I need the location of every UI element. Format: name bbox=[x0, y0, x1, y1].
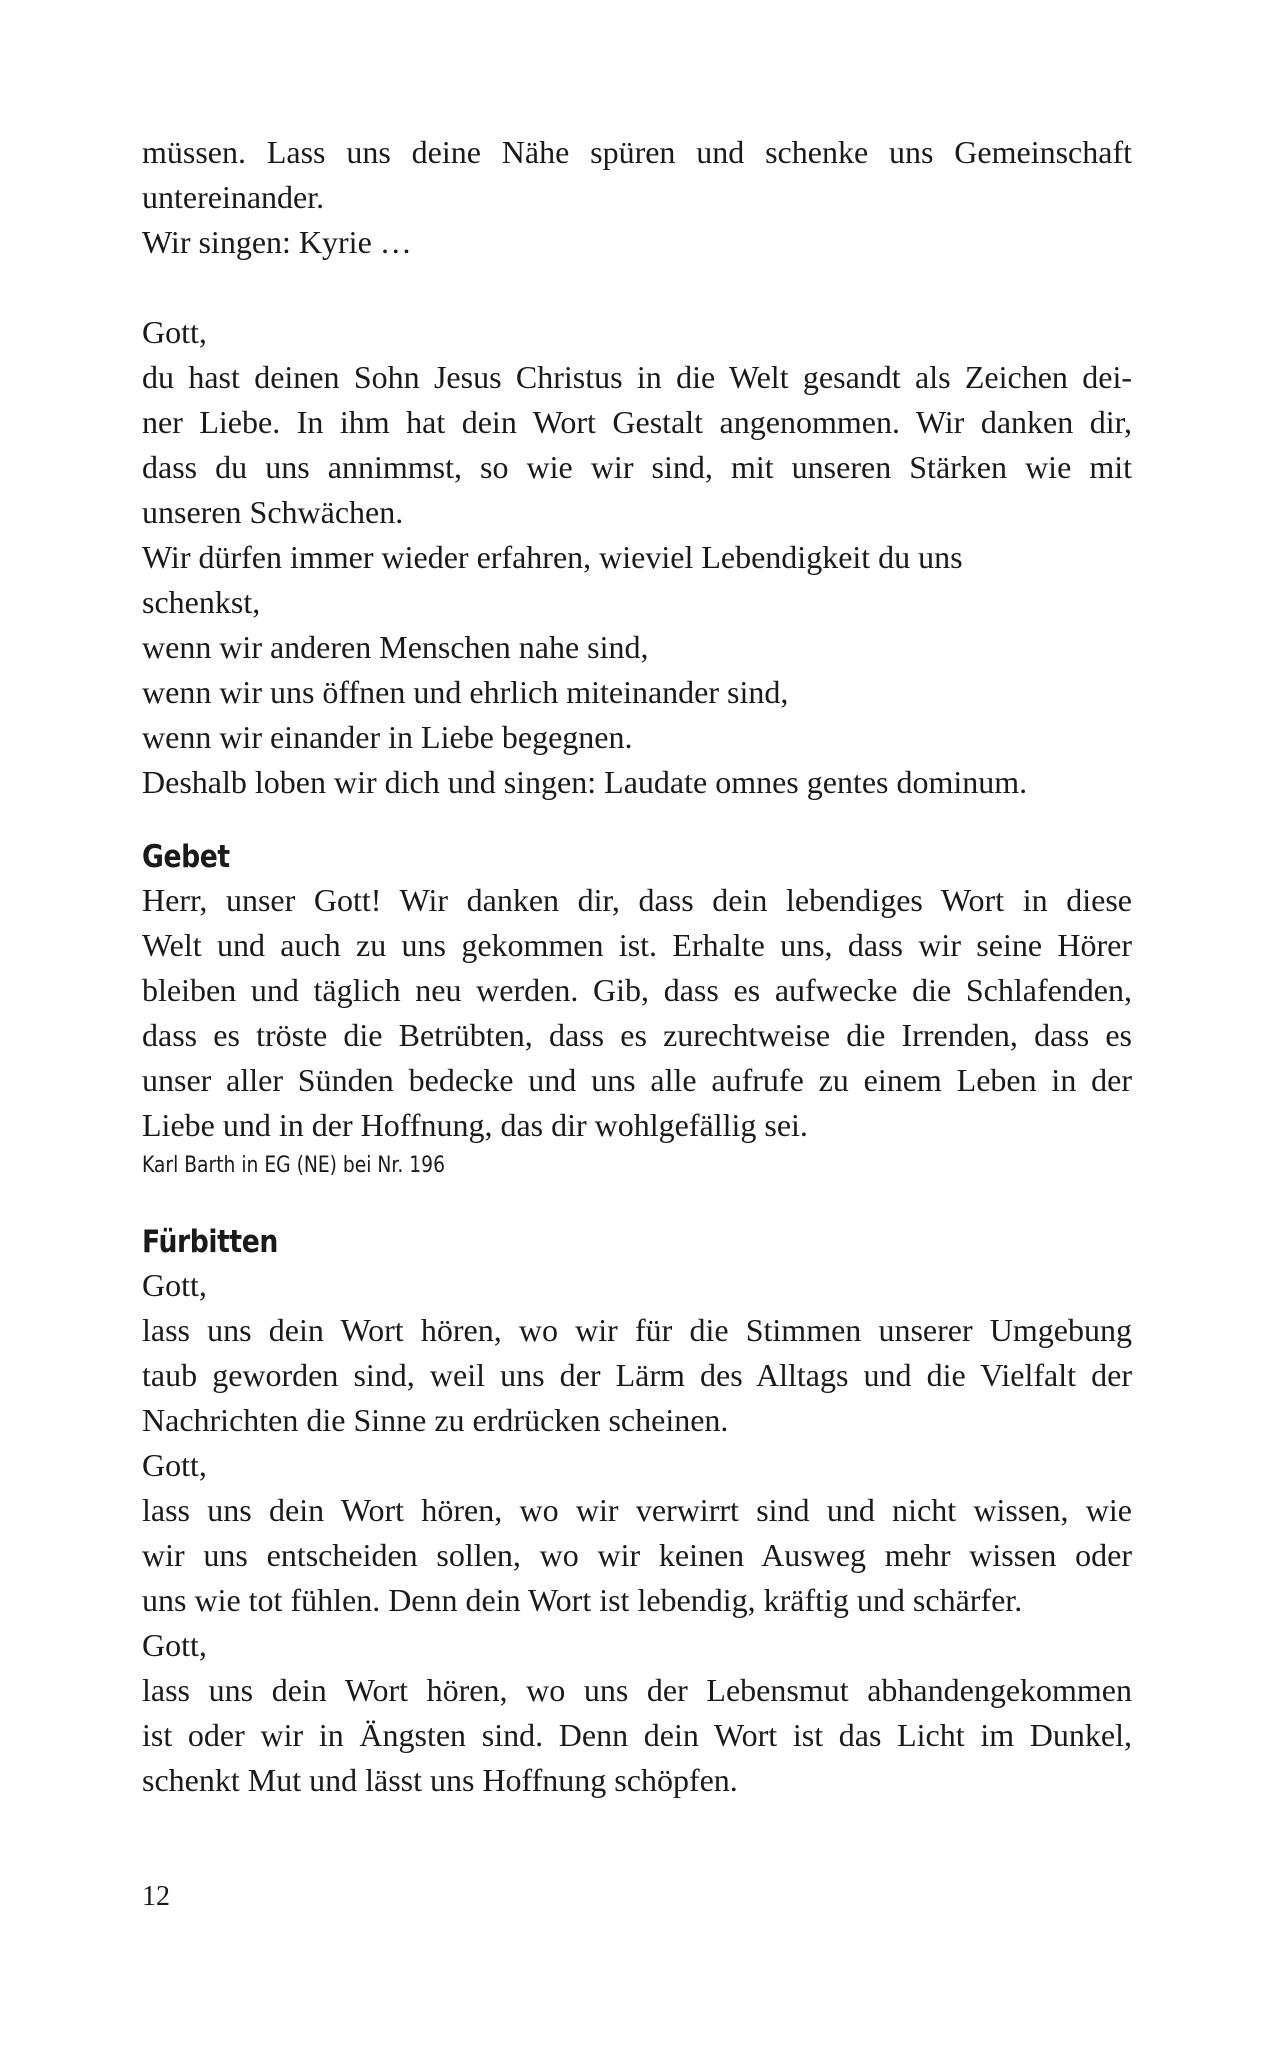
text-line: Herr, unser Gott! Wir danken dir, dass dein lebendiges Wort in diese bbox=[142, 882, 1132, 918]
gebet-section bbox=[142, 835, 1132, 1184]
text-line: müssen. Lass uns deine Nähe spüren und schenke uns Gemeinschaft bbox=[142, 134, 1132, 170]
blank-line bbox=[142, 265, 1132, 310]
text-line: unseren Schwächen. bbox=[142, 494, 404, 530]
section-spacer bbox=[142, 805, 1132, 835]
text-line: wenn wir uns öffnen und ehrlich miteinander sind, bbox=[142, 674, 789, 710]
text-line: untereinander. bbox=[142, 179, 325, 215]
text-line: unser aller Sünden bedecke und uns alle aufrufe zu einem Leben in der bbox=[142, 1062, 1132, 1098]
fuerbitten-section bbox=[142, 1220, 1132, 1803]
text-line: lass uns dein Wort hören, wo uns der Lebensmut abhandengekommen bbox=[142, 1672, 1132, 1708]
praise-paragraph bbox=[142, 310, 1132, 805]
text-line: wenn wir einander in Liebe begegnen. bbox=[142, 719, 633, 755]
text-column bbox=[142, 130, 1132, 1803]
text-line: ist oder wir in Ängsten sind. Denn dein Wort ist das Licht im Dunkel, bbox=[142, 1717, 1132, 1753]
text-line: Gott, bbox=[142, 314, 207, 350]
text-line: Gott, bbox=[142, 1627, 207, 1663]
text-line: schenkst, bbox=[142, 584, 261, 620]
text-line: Nachrichten die Sinne zu erdrücken scheinen. bbox=[142, 1402, 729, 1438]
text-line: taub geworden sind, weil uns der Lärm des Alltags und die Vielfalt der bbox=[142, 1357, 1132, 1393]
section-heading-fuerbitten: Fürbitten bbox=[142, 1224, 278, 1260]
text-line: wir uns entscheiden sollen, wo wir keinen Ausweg mehr wissen oder bbox=[142, 1537, 1132, 1573]
text-line: Deshalb loben wir dich und singen: Laudate omnes gentes dominum. bbox=[142, 764, 1028, 800]
text-line: wenn wir anderen Menschen nahe sind, bbox=[142, 629, 649, 665]
source-attribution: Karl Barth in EG (NE) bei Nr. 196 bbox=[142, 1153, 445, 1178]
page-number: 12 bbox=[142, 1881, 170, 1912]
text-line: dass es tröste die Betrübten, dass es zurechtweise die Irrenden, dass es bbox=[142, 1017, 1132, 1053]
text-line: bleiben und täglich neu werden. Gib, dass es aufwecke die Schlafenden, bbox=[142, 972, 1132, 1008]
text-line: Welt und auch zu uns gekommen ist. Erhalte uns, dass wir seine Hörer bbox=[142, 927, 1132, 963]
text-line: Wir dürfen immer wieder erfahren, wieviel Lebendigkeit du uns bbox=[142, 539, 963, 575]
text-line: dass du uns annimmst, so wie wir sind, mit unseren Stärken wie mit bbox=[142, 449, 1132, 485]
text-line: uns wie tot fühlen. Denn dein Wort ist lebendig, kräftig und schärfer. bbox=[142, 1582, 1023, 1618]
text-line: lass uns dein Wort hören, wo wir verwirrt sind und nicht wissen, wie bbox=[142, 1492, 1132, 1528]
text-line: lass uns dein Wort hören, wo wir für die Stimmen unserer Umgebung bbox=[142, 1312, 1132, 1348]
text-line: Liebe und in der Hoffnung, das dir wohlgefällig sei. bbox=[142, 1107, 808, 1143]
text-line: Wir singen: Kyrie … bbox=[142, 224, 412, 260]
text-line: Gott, bbox=[142, 1447, 207, 1483]
text-line: Gott, bbox=[142, 1267, 207, 1303]
text-line: ner Liebe. In ihm hat dein Wort Gestalt angenommen. Wir danken dir, bbox=[142, 404, 1132, 440]
text-line: du hast deinen Sohn Jesus Christus in die Welt gesandt als Zeichen dei- bbox=[142, 359, 1132, 395]
text-line: schenkt Mut und lässt uns Hoffnung schöpfen. bbox=[142, 1762, 738, 1798]
section-heading-gebet: Gebet bbox=[142, 839, 230, 875]
opening-paragraph bbox=[142, 130, 1132, 265]
section-spacer bbox=[142, 1184, 1132, 1220]
